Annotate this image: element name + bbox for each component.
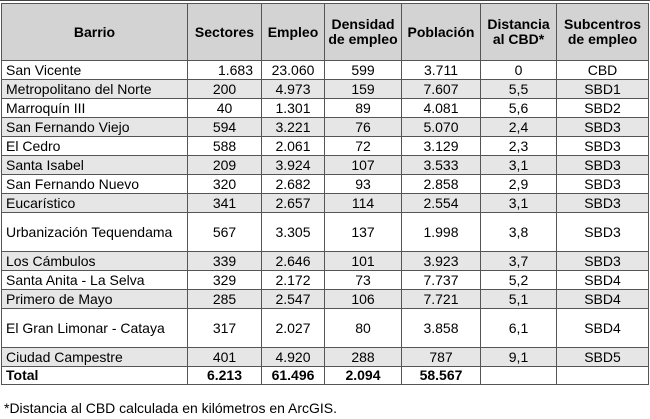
cell-barrio: Marroquín III bbox=[2, 99, 188, 118]
cell-poblacion: 5.070 bbox=[402, 118, 481, 137]
cell-poblacion: 7.737 bbox=[402, 271, 481, 290]
cell-empleo: 4.973 bbox=[262, 80, 325, 99]
cell-densidad: 93 bbox=[325, 175, 402, 194]
cell-poblacion: 7.721 bbox=[402, 290, 481, 309]
cell-barrio: Ciudad Campestre bbox=[2, 348, 188, 367]
cell-poblacion: 3.923 bbox=[402, 252, 481, 271]
cell-poblacion: 3.711 bbox=[402, 61, 481, 80]
cell-subcentro: SBD4 bbox=[557, 309, 649, 348]
cell-empleo: 2.682 bbox=[262, 175, 325, 194]
cell-densidad: 599 bbox=[325, 61, 402, 80]
cell-subcentro: CBD bbox=[557, 61, 649, 80]
cell-densidad: 72 bbox=[325, 137, 402, 156]
total-label: Total bbox=[2, 367, 188, 385]
cell-sectores: 329 bbox=[188, 271, 262, 290]
table-row bbox=[2, 194, 649, 213]
header-subcentro: Subcentros de empleo bbox=[557, 4, 649, 61]
cell-barrio: Los Cámbulos bbox=[2, 252, 188, 271]
cell-densidad: 107 bbox=[325, 156, 402, 175]
employment-table bbox=[1, 3, 649, 385]
cell-subcentro: SBD3 bbox=[557, 137, 649, 156]
cell-densidad: 114 bbox=[325, 194, 402, 213]
table-row bbox=[2, 137, 649, 156]
table-row bbox=[2, 61, 649, 80]
cell-poblacion: 3.129 bbox=[402, 137, 481, 156]
cell-subcentro: SBD1 bbox=[557, 80, 649, 99]
cell-distancia: 6,1 bbox=[481, 309, 557, 348]
cell-densidad: 101 bbox=[325, 252, 402, 271]
table-row bbox=[2, 309, 649, 348]
cell-sectores: 1.683 bbox=[188, 61, 262, 80]
cell-barrio: El Gran Limonar - Cataya bbox=[2, 309, 188, 348]
cell-densidad: 106 bbox=[325, 290, 402, 309]
cell-barrio: El Cedro bbox=[2, 137, 188, 156]
cell-empleo: 2.646 bbox=[262, 252, 325, 271]
cell-distancia: 5,1 bbox=[481, 290, 557, 309]
cell-distancia: 5,6 bbox=[481, 99, 557, 118]
cell-empleo: 23.060 bbox=[262, 61, 325, 80]
cell-subcentro: SBD4 bbox=[557, 271, 649, 290]
table-row bbox=[2, 175, 649, 194]
cell-distancia: 2,3 bbox=[481, 137, 557, 156]
cell-empleo: 3.924 bbox=[262, 156, 325, 175]
cell-barrio: Metropolitano del Norte bbox=[2, 80, 188, 99]
cell-empleo: 2.657 bbox=[262, 194, 325, 213]
total-densidad: 2.094 bbox=[325, 367, 402, 385]
cell-distancia: 3,7 bbox=[481, 252, 557, 271]
cell-densidad: 76 bbox=[325, 118, 402, 137]
total-empleo: 61.496 bbox=[262, 367, 325, 385]
cell-empleo: 2.172 bbox=[262, 271, 325, 290]
table-row bbox=[2, 252, 649, 271]
cell-subcentro: SBD3 bbox=[557, 118, 649, 137]
table-row bbox=[2, 156, 649, 175]
cell-sectores: 209 bbox=[188, 156, 262, 175]
cell-barrio: Urbanización Tequendama bbox=[2, 213, 188, 252]
cell-empleo: 1.301 bbox=[262, 99, 325, 118]
table-row bbox=[2, 290, 649, 309]
table-row bbox=[2, 118, 649, 137]
header-poblacion: Población bbox=[402, 4, 481, 61]
footnote: *Distancia al CBD calculada en kilómetros en ArcGIS. bbox=[4, 400, 338, 416]
cell-distancia: 9,1 bbox=[481, 348, 557, 367]
cell-empleo: 4.920 bbox=[262, 348, 325, 367]
table-row bbox=[2, 99, 649, 118]
cell-sectores: 339 bbox=[188, 252, 262, 271]
cell-densidad: 73 bbox=[325, 271, 402, 290]
cell-barrio: Santa Isabel bbox=[2, 156, 188, 175]
header-empleo: Empleo bbox=[262, 4, 325, 61]
header-sectores: Sectores bbox=[188, 4, 262, 61]
cell-distancia: 2,4 bbox=[481, 118, 557, 137]
cell-subcentro: SBD3 bbox=[557, 252, 649, 271]
cell-distancia: 5,5 bbox=[481, 80, 557, 99]
cell-poblacion: 1.998 bbox=[402, 213, 481, 252]
cell-poblacion: 4.081 bbox=[402, 99, 481, 118]
cell-poblacion: 3.533 bbox=[402, 156, 481, 175]
total-sectores: 6.213 bbox=[188, 367, 262, 385]
table-row bbox=[2, 213, 649, 252]
cell-densidad: 89 bbox=[325, 99, 402, 118]
cell-densidad: 288 bbox=[325, 348, 402, 367]
cell-distancia: 3,1 bbox=[481, 194, 557, 213]
cell-sectores: 285 bbox=[188, 290, 262, 309]
header-row bbox=[2, 4, 649, 61]
cell-empleo: 2.027 bbox=[262, 309, 325, 348]
cell-densidad: 137 bbox=[325, 213, 402, 252]
table-row bbox=[2, 271, 649, 290]
cell-subcentro: SBD3 bbox=[557, 175, 649, 194]
total-subcentro-empty bbox=[557, 367, 649, 385]
header-barrio: Barrio bbox=[2, 4, 188, 61]
total-row bbox=[2, 367, 649, 385]
cell-poblacion: 2.858 bbox=[402, 175, 481, 194]
cell-barrio: San Fernando Nuevo bbox=[2, 175, 188, 194]
total-poblacion: 58.567 bbox=[402, 367, 481, 385]
cell-sectores: 588 bbox=[188, 137, 262, 156]
cell-sectores: 40 bbox=[188, 99, 262, 118]
cell-barrio: Santa Anita - La Selva bbox=[2, 271, 188, 290]
cell-subcentro: SBD4 bbox=[557, 290, 649, 309]
header-densidad: Densidad de empleo bbox=[325, 4, 402, 61]
cell-sectores: 200 bbox=[188, 80, 262, 99]
cell-subcentro: SBD3 bbox=[557, 156, 649, 175]
cell-poblacion: 787 bbox=[402, 348, 481, 367]
cell-poblacion: 2.554 bbox=[402, 194, 481, 213]
cell-sectores: 317 bbox=[188, 309, 262, 348]
cell-empleo: 3.305 bbox=[262, 213, 325, 252]
header-distancia: Distancia al CBD* bbox=[481, 4, 557, 61]
cell-sectores: 594 bbox=[188, 118, 262, 137]
table-row bbox=[2, 348, 649, 367]
cell-distancia: 0 bbox=[481, 61, 557, 80]
cell-subcentro: SBD3 bbox=[557, 213, 649, 252]
cell-empleo: 2.061 bbox=[262, 137, 325, 156]
cell-distancia: 2,9 bbox=[481, 175, 557, 194]
cell-subcentro: SBD3 bbox=[557, 194, 649, 213]
cell-empleo: 2.547 bbox=[262, 290, 325, 309]
cell-barrio: San Vicente bbox=[2, 61, 188, 80]
cell-empleo: 3.221 bbox=[262, 118, 325, 137]
cell-distancia: 5,2 bbox=[481, 271, 557, 290]
cell-barrio: Primero de Mayo bbox=[2, 290, 188, 309]
total-distancia-empty bbox=[481, 367, 557, 385]
cell-densidad: 159 bbox=[325, 80, 402, 99]
cell-densidad: 80 bbox=[325, 309, 402, 348]
cell-poblacion: 3.858 bbox=[402, 309, 481, 348]
cell-subcentro: SBD5 bbox=[557, 348, 649, 367]
cell-sectores: 401 bbox=[188, 348, 262, 367]
cell-poblacion: 7.607 bbox=[402, 80, 481, 99]
cell-sectores: 320 bbox=[188, 175, 262, 194]
cell-subcentro: SBD2 bbox=[557, 99, 649, 118]
cell-distancia: 3,1 bbox=[481, 156, 557, 175]
cell-sectores: 567 bbox=[188, 213, 262, 252]
cell-barrio: Eucarístico bbox=[2, 194, 188, 213]
table-row bbox=[2, 80, 649, 99]
cell-barrio: San Fernando Viejo bbox=[2, 118, 188, 137]
cell-sectores: 341 bbox=[188, 194, 262, 213]
cell-distancia: 3,8 bbox=[481, 213, 557, 252]
